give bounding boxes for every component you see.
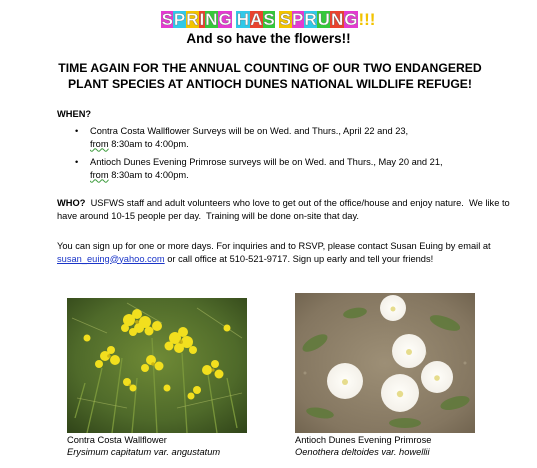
spelling-flag-from: from	[90, 138, 109, 149]
banner-letter: P	[292, 10, 304, 29]
wallflower-photo	[67, 298, 247, 433]
banner-letter: N	[330, 10, 344, 29]
title-line-1: TIME AGAIN FOR THE ANNUAL COUNTING OF OUR TWO ENDANGERED	[58, 61, 482, 75]
wallflower-image	[67, 298, 247, 433]
banner-letter: G	[218, 10, 232, 29]
banner-exclaim: !!!	[358, 10, 376, 29]
survey-primrose-time: 8:30am to 4:00pm.	[108, 169, 189, 180]
page-title	[40, 60, 500, 92]
bullet-icon: •	[75, 157, 79, 167]
signup-paragraph	[57, 240, 512, 265]
banner-letter: R	[186, 10, 199, 29]
banner-letter: U	[317, 10, 330, 29]
primrose-photo	[295, 293, 475, 433]
banner-letter: G	[344, 10, 358, 29]
subtitle: And so have the flowers!!	[186, 31, 351, 46]
survey-primrose-dates: Antioch Dunes Evening Primrose surveys will be on Wed. and Thurs., May 20 and 21,	[90, 157, 443, 167]
banner-letter: R	[304, 10, 317, 29]
spring-banner	[0, 10, 537, 30]
wallflower-caption	[67, 435, 220, 458]
signup-text-after: or call office at 510-521-9717. Sign up early and tell your friends!	[164, 253, 434, 264]
wallflower-common-name: Contra Costa Wallflower	[67, 435, 167, 445]
who-text: USFWS staff and adult volunteers who love to get out of the office/house and enjoy nature. We like to have around 10-15 people per day. Training will be done on-site that day.	[57, 198, 513, 221]
primrose-caption	[295, 435, 431, 458]
email-link[interactable]: susan_euing@yahoo.com	[57, 253, 165, 264]
wallflower-scientific-name: Erysimum capitatum var. angustatum	[67, 446, 221, 457]
bullet-icon: •	[75, 126, 79, 136]
banner-letter: S	[161, 10, 173, 29]
who-paragraph	[57, 197, 512, 222]
who-label: WHO?	[57, 198, 86, 208]
signup-text-before: You can sign up for one or more days. For inquiries and to RSVP, please contact Susan Euing by email at	[57, 241, 491, 251]
banner-letter: A	[250, 10, 263, 29]
survey-wallflower-time: 8:30am to 4:00pm.	[108, 138, 189, 149]
title-line-2: PLANT SPECIES AT ANTIOCH DUNES NATIONAL WILDLIFE REFUGE!	[68, 77, 472, 91]
banner-letter: S	[263, 10, 275, 29]
list-item	[57, 156, 507, 181]
banner-letter: I	[199, 10, 205, 29]
list-item	[57, 125, 507, 150]
banner-letter: P	[173, 10, 186, 29]
banner-letters	[161, 10, 358, 29]
banner-letter: N	[205, 10, 218, 29]
banner-letter: H	[236, 10, 250, 29]
banner-letter: S	[279, 10, 292, 29]
when-heading: WHEN?	[57, 109, 92, 119]
primrose-image	[295, 293, 475, 433]
survey-dates-list	[57, 125, 507, 187]
survey-wallflower-dates: Contra Costa Wallflower Surveys will be on Wed. and Thurs., April 22 and 23,	[90, 126, 409, 136]
primrose-scientific-name: Oenothera deltoides var. howellii	[295, 446, 430, 457]
primrose-common-name: Antioch Dunes Evening Primrose	[295, 435, 432, 445]
spelling-flag-from: from	[90, 169, 109, 180]
